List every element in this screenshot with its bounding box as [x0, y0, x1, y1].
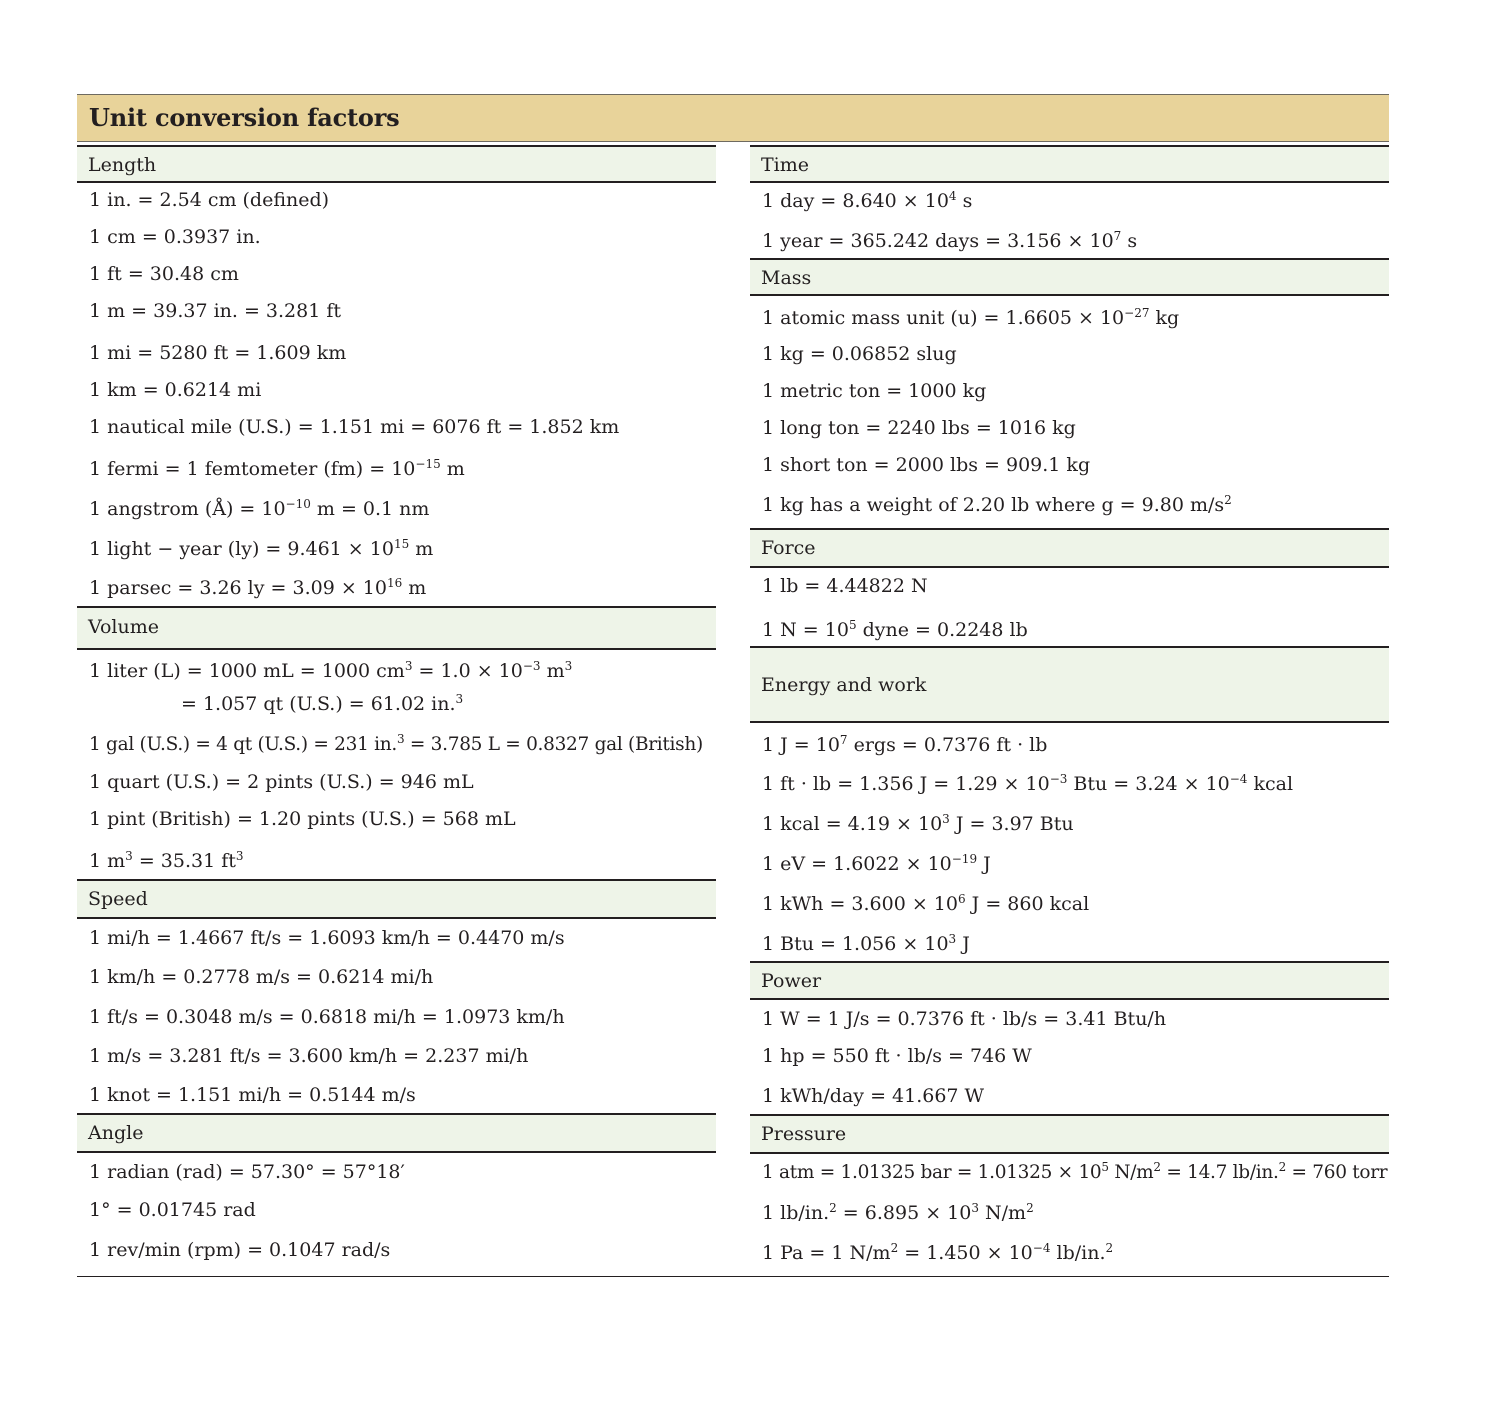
conversion-row: 1 pint (British) = 1.20 pints (U.S.) = 568 mL: [89, 808, 516, 830]
conversion-row: 1 $lb/in.^2 = 6.895 \times 10^3$ $N/m^2$: [762, 1201, 1034, 1224]
section-heading: Length: [88, 154, 157, 176]
section-heading: Pressure: [761, 1123, 847, 1145]
table-title-bar: [77, 94, 1389, 142]
section-header-power: [750, 961, 1389, 1000]
conversion-row: 1 m/s = 3.281 ft/s = 3.600 km/h = 2.237 mi/h: [89, 1045, 529, 1067]
section-header-mass: [750, 258, 1389, 296]
section-heading: Energy and work: [761, 674, 927, 696]
conversion-row: 1 gal (U.S.) = 4 qt (U.S.) = 231 in.$^3$ = 3.785 L = 0.8327 gal (British): [89, 732, 703, 755]
conversion-row: 1 quart (U.S.) = 2 pints (U.S.) = 946 mL: [89, 771, 474, 793]
conversion-row: 1 in. = 2.54 cm (defined): [89, 189, 330, 211]
conversion-row: = 1.057 qt (U.S.) = 61.02 in.$^3$: [181, 692, 464, 715]
conversion-row: 1 kg = 0.06852 slug: [762, 343, 957, 365]
section-heading: Speed: [88, 888, 148, 910]
section-heading: Force: [761, 537, 816, 559]
conversion-row: 1 year = 365.242 days = $3.156 \times 10^7$ s: [762, 229, 1138, 252]
section-header-speed: [77, 879, 716, 919]
conversion-row: 1 km/h = 0.2778 m/s = 0.6214 mi/h: [89, 966, 434, 988]
conversion-row: 1° = 0.01745 rad: [89, 1199, 256, 1221]
conversion-row: 1 day = $8.640 \times 10^4$ s: [762, 189, 973, 212]
conversion-row: 1 liter (L) = 1000 mL = 1000 $cm^3 = 1.0 \times 10^{-3}$ $m^3$: [89, 659, 573, 682]
section-header-length: [77, 145, 716, 183]
section-header-force: [750, 528, 1389, 568]
conversion-row: 1 light − year $(ly) = 9.461 \times 10^{15}$ m: [89, 537, 434, 560]
section-heading: Mass: [761, 267, 812, 289]
section-header-pressure: [750, 1114, 1389, 1154]
table-bottom-rule: [77, 1276, 1389, 1277]
conversion-row: 1 angstrom (Å) = $10^{-10}$ m = 0.1 nm: [89, 497, 430, 520]
conversion-row: 1 fermi = 1 femtometer $(fm) = 10^{-15}$ m: [89, 457, 465, 480]
conversion-row: 1 $m^3 = 35.31$ $ft^3$: [89, 849, 244, 872]
conversion-row: 1 atomic mass unit $(u) = 1.6605 \times 10^{-27}$ kg: [762, 306, 1180, 329]
conversion-row: 1 kg has a weight of 2.20 lb where g = 9.80 $m/s^2$: [762, 493, 1232, 516]
conversion-row: 1 lb = 4.44822 N: [762, 575, 928, 597]
conversion-row: 1 km = 0.6214 mi: [89, 379, 262, 401]
conversion-row: 1 $J = 10^7$ ergs = 0.7376 ft · lb: [762, 733, 1048, 756]
conversion-row: 1 cm = 0.3937 in.: [89, 226, 261, 248]
conversion-row: 1 knot = 1.151 mi/h = 0.5144 m/s: [89, 1084, 416, 1106]
conversion-row: 1 radian (rad) = 57.30° = 57°18′: [89, 1161, 405, 1183]
conversion-row: 1 eV = $1.6022 \times 10^{-19}$ J: [762, 852, 991, 875]
conversion-row: 1 rev/min (rpm) = 0.1047 rad/s: [89, 1239, 391, 1261]
conversion-row: 1 atm = 1.01325 bar = $1.01325 \times 10^5$ $N/m^2 = 14.7$ lb/in.$^2$ = 760 torr: [762, 1160, 1388, 1183]
conversion-row: 1 mi = 5280 ft = 1.609 km: [89, 342, 347, 364]
conversion-row: 1 mi/h = 1.4667 ft/s = 1.6093 km/h = 0.4470 m/s: [89, 927, 565, 949]
section-header-volume: [77, 606, 716, 650]
conversion-row: 1 long ton = 2240 lbs = 1016 kg: [762, 417, 1076, 439]
conversion-row: 1 ft/s = 0.3048 m/s = 0.6818 mi/h = 1.0973 km/h: [89, 1006, 565, 1028]
section-heading: Volume: [88, 616, 159, 638]
section-heading: Angle: [88, 1122, 144, 1144]
conversion-row: 1 parsec = 3.26 ly = $3.09 \times 10^{16}$ m: [89, 576, 427, 599]
conversion-row: 1 hp = 550 ft · lb/s = 746 W: [762, 1045, 1032, 1067]
conversion-row: 1 W = 1 J/s = 0.7376 ft · lb/s = 3.41 Btu/h: [762, 1008, 1167, 1030]
conversion-row: 1 kWh = $3.600 \times 10^6$ J = 860 kcal: [762, 892, 1090, 915]
conversion-row: 1 ft = 30.48 cm: [89, 263, 239, 285]
conversion-row: 1 short ton = 2000 lbs = 909.1 kg: [762, 454, 1091, 476]
conversion-row: 1 m = 39.37 in. = 3.281 ft: [89, 300, 342, 322]
conversion-row: 1 nautical mile (U.S.) = 1.151 mi = 6076 ft = 1.852 km: [89, 416, 620, 438]
conversion-row: 1 ft · lb = 1.356 $J = 1.29 \times 10^{-3}$ Btu = $3.24 \times 10^{-4}$ kcal: [762, 772, 1294, 795]
conversion-row: 1 Pa = 1 $N/m^2 = 1.450 \times 10^{-4}$ lb/in.$^2$: [762, 1241, 1114, 1264]
conversion-row: 1 kcal = $4.19 \times 10^3$ J = 3.97 Btu: [762, 812, 1074, 835]
conversion-row: 1 $N = 10^5$ dyne = 0.2248 lb: [762, 618, 1028, 641]
section-header-time: [750, 145, 1389, 183]
section-header-angle: [77, 1113, 716, 1153]
section-heading: Time: [761, 154, 810, 176]
table-title: Unit conversion factors: [89, 103, 400, 132]
conversion-row: 1 kWh/day = 41.667 W: [762, 1085, 985, 1107]
conversion-row: 1 Btu = $1.056 \times 10^3$ J: [762, 932, 970, 955]
section-header-energy: [750, 646, 1389, 723]
section-heading: Power: [761, 970, 822, 992]
conversion-row: 1 metric ton = 1000 kg: [762, 380, 987, 402]
